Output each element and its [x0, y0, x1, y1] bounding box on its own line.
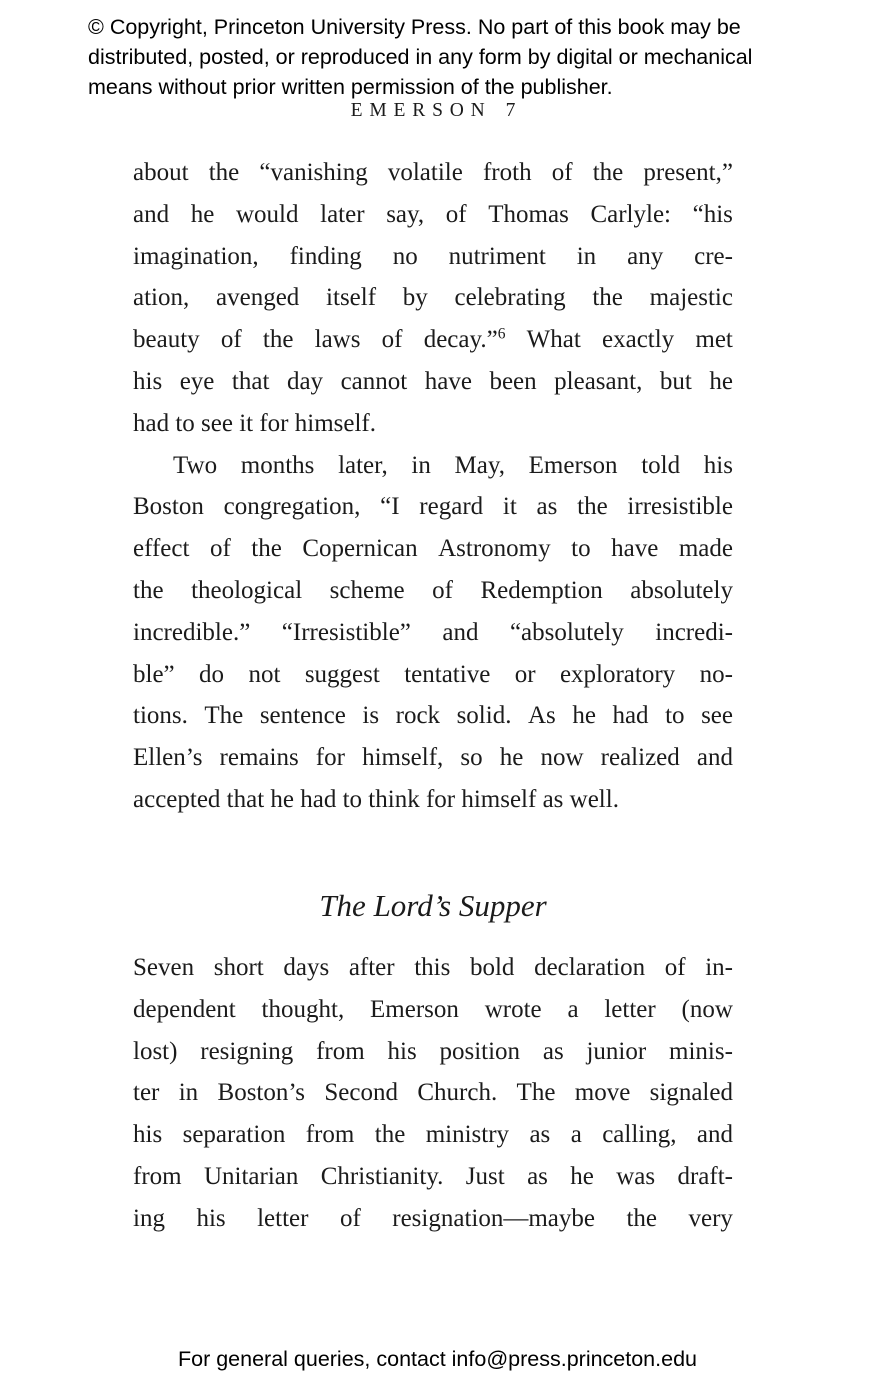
paragraph-2 — [133, 445, 733, 821]
body-text-lower — [133, 947, 733, 1240]
copyright-line: means without prior written permission of the publisher. — [88, 75, 613, 99]
section-heading: The Lord’s Supper — [319, 888, 547, 923]
text-line: about the “vanishing volatile froth of the present,” — [133, 159, 733, 186]
paragraph-1 — [133, 152, 733, 445]
running-head-title: EMERSON — [350, 100, 492, 121]
text-line: ble” do not suggest tentative or exploratory no- — [133, 660, 733, 688]
copyright-line: © Copyright, Princeton University Press. No part of this book may be — [88, 15, 741, 39]
text-line: ter in Boston’s Second Church. The move signaled — [133, 1079, 733, 1107]
text-line: the theological scheme of Redemption absolutely — [133, 576, 733, 604]
body-text-upper — [133, 152, 733, 821]
copyright-notice — [88, 12, 788, 102]
text-line: dependent thought, Emerson wrote a letter (now — [133, 995, 733, 1023]
text-line: Ellen’s remains for himself, so he now realized and — [133, 744, 733, 772]
text-line: Boston congregation, “I regard it as the irresistible — [133, 493, 733, 521]
text-line: imagination, finding no nutriment in any cre- — [133, 242, 733, 270]
text-line: and he would later say, of Thomas Carlyle: “his — [133, 200, 733, 228]
text-line: lost) resigning from his position as junior minis- — [133, 1037, 733, 1065]
text-line: ation, avenged itself by celebrating the majestic — [133, 284, 733, 312]
text-line: Seven short days after this bold declaration of in- — [133, 954, 733, 981]
running-head — [133, 99, 733, 123]
footer-queries: For general queries, contact info@press.princeton.edu — [177, 1347, 697, 1371]
text-line: his separation from the ministry as a calling, and — [133, 1121, 733, 1149]
text-line: accepted that he had to think for himself as well. — [133, 785, 619, 813]
text-line: beauty of the laws of decay.”$^6$ What exactly met — [133, 325, 733, 354]
text-line: ing his letter of resignation—maybe the very — [133, 1204, 733, 1232]
text-line: Two months later, in May, Emerson told his — [173, 451, 733, 479]
text-line: effect of the Copernican Astronomy to have made — [133, 535, 733, 563]
page-number: 7 — [505, 100, 516, 121]
text-line: incredible.” “Irresistible” and “absolutely incredi- — [133, 618, 733, 646]
text-line: tions. The sentence is rock solid. As he had to see — [133, 702, 733, 730]
text-line: from Unitarian Christianity. Just as he was draft- — [133, 1162, 733, 1190]
text-line: had to see it for himself. — [133, 409, 376, 437]
paragraph-3 — [133, 947, 733, 1240]
copyright-line: distributed, posted, or reproduced in any form by digital or mechanical — [88, 45, 753, 69]
text-line: his eye that day cannot have been pleasant, but he — [133, 367, 733, 395]
